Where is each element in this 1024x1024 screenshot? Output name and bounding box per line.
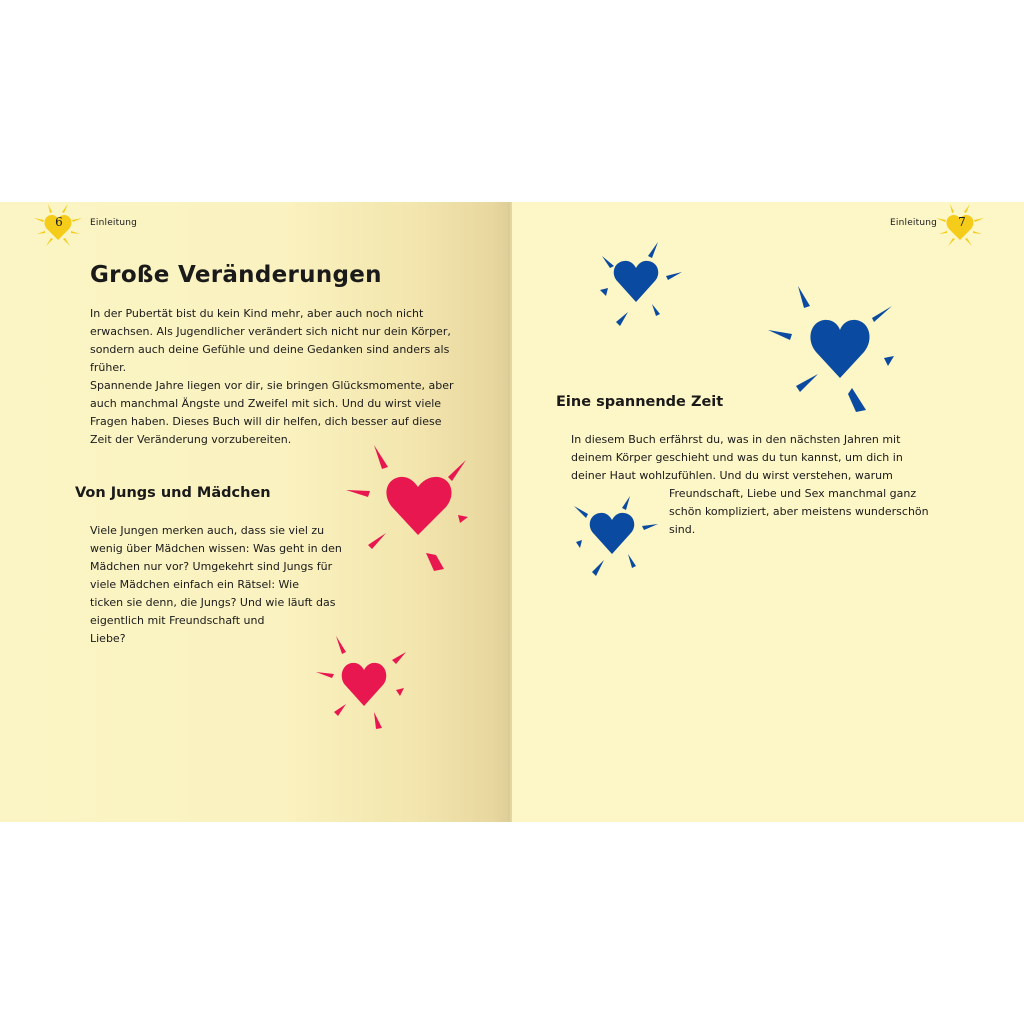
running-head: Einleitung xyxy=(890,218,938,228)
page-title: Große Veränderungen xyxy=(90,262,382,288)
left-page xyxy=(0,202,512,822)
red-heart-icon xyxy=(316,636,412,732)
book-spread xyxy=(0,202,1024,822)
running-head: Einleitung xyxy=(90,218,138,228)
blue-heart-icon xyxy=(574,496,664,582)
section-paragraph-top: In diesem Buch erfährst du, was in den nächsten Jahren mit deinem Körper geschieht und was du tun kannst, um dich in deiner Haut wohlzufühlen. Und du wirst verstehen, warum xyxy=(571,433,903,482)
blue-heart-icon xyxy=(598,242,688,332)
section-paragraph: Viele Jungen merken auch, dass sie viel zu wenig über Mädchen wissen: Was geht in den Mädchen nur vor? Umgekehrt sind Jungs für viele Mädchen einfach ein Rätsel: Wie ticken sie denn, die Jungs? Und wie läuft das eigentlich mit Freundschaft und Liebe? xyxy=(90,524,342,645)
intro-paragraph: In der Pubertät bist du kein Kind mehr, aber auch noch nicht erwachsen. Als Jugendlicher verändert sich nicht nur dein Körper, sondern auch deine Gefühle und deine Gedanken sind anders als früher. Spannende Jahre liegen vor dir, sie bringen Glücksmomente, aber auch manchmal Ängste und Zweifel mit sich. Und du wirst viele Fragen haben. Dieses Buch will dir helfen, dich besser auf diese Zeit der Veränderung vorzubereiten. xyxy=(90,307,454,446)
red-heart-icon xyxy=(346,445,472,573)
page-number: 7 xyxy=(958,215,966,229)
page-number: 6 xyxy=(55,215,63,229)
section-heading: Von Jungs und Mädchen xyxy=(75,485,271,501)
section-paragraph-wrap: Freundschaft, Liebe und Sex manchmal ganz schön kompliziert, aber meistens wunderschön sind. xyxy=(669,487,929,536)
right-page xyxy=(512,202,1024,822)
section-heading: Eine spannende Zeit xyxy=(556,394,724,410)
blue-heart-icon xyxy=(768,286,898,414)
